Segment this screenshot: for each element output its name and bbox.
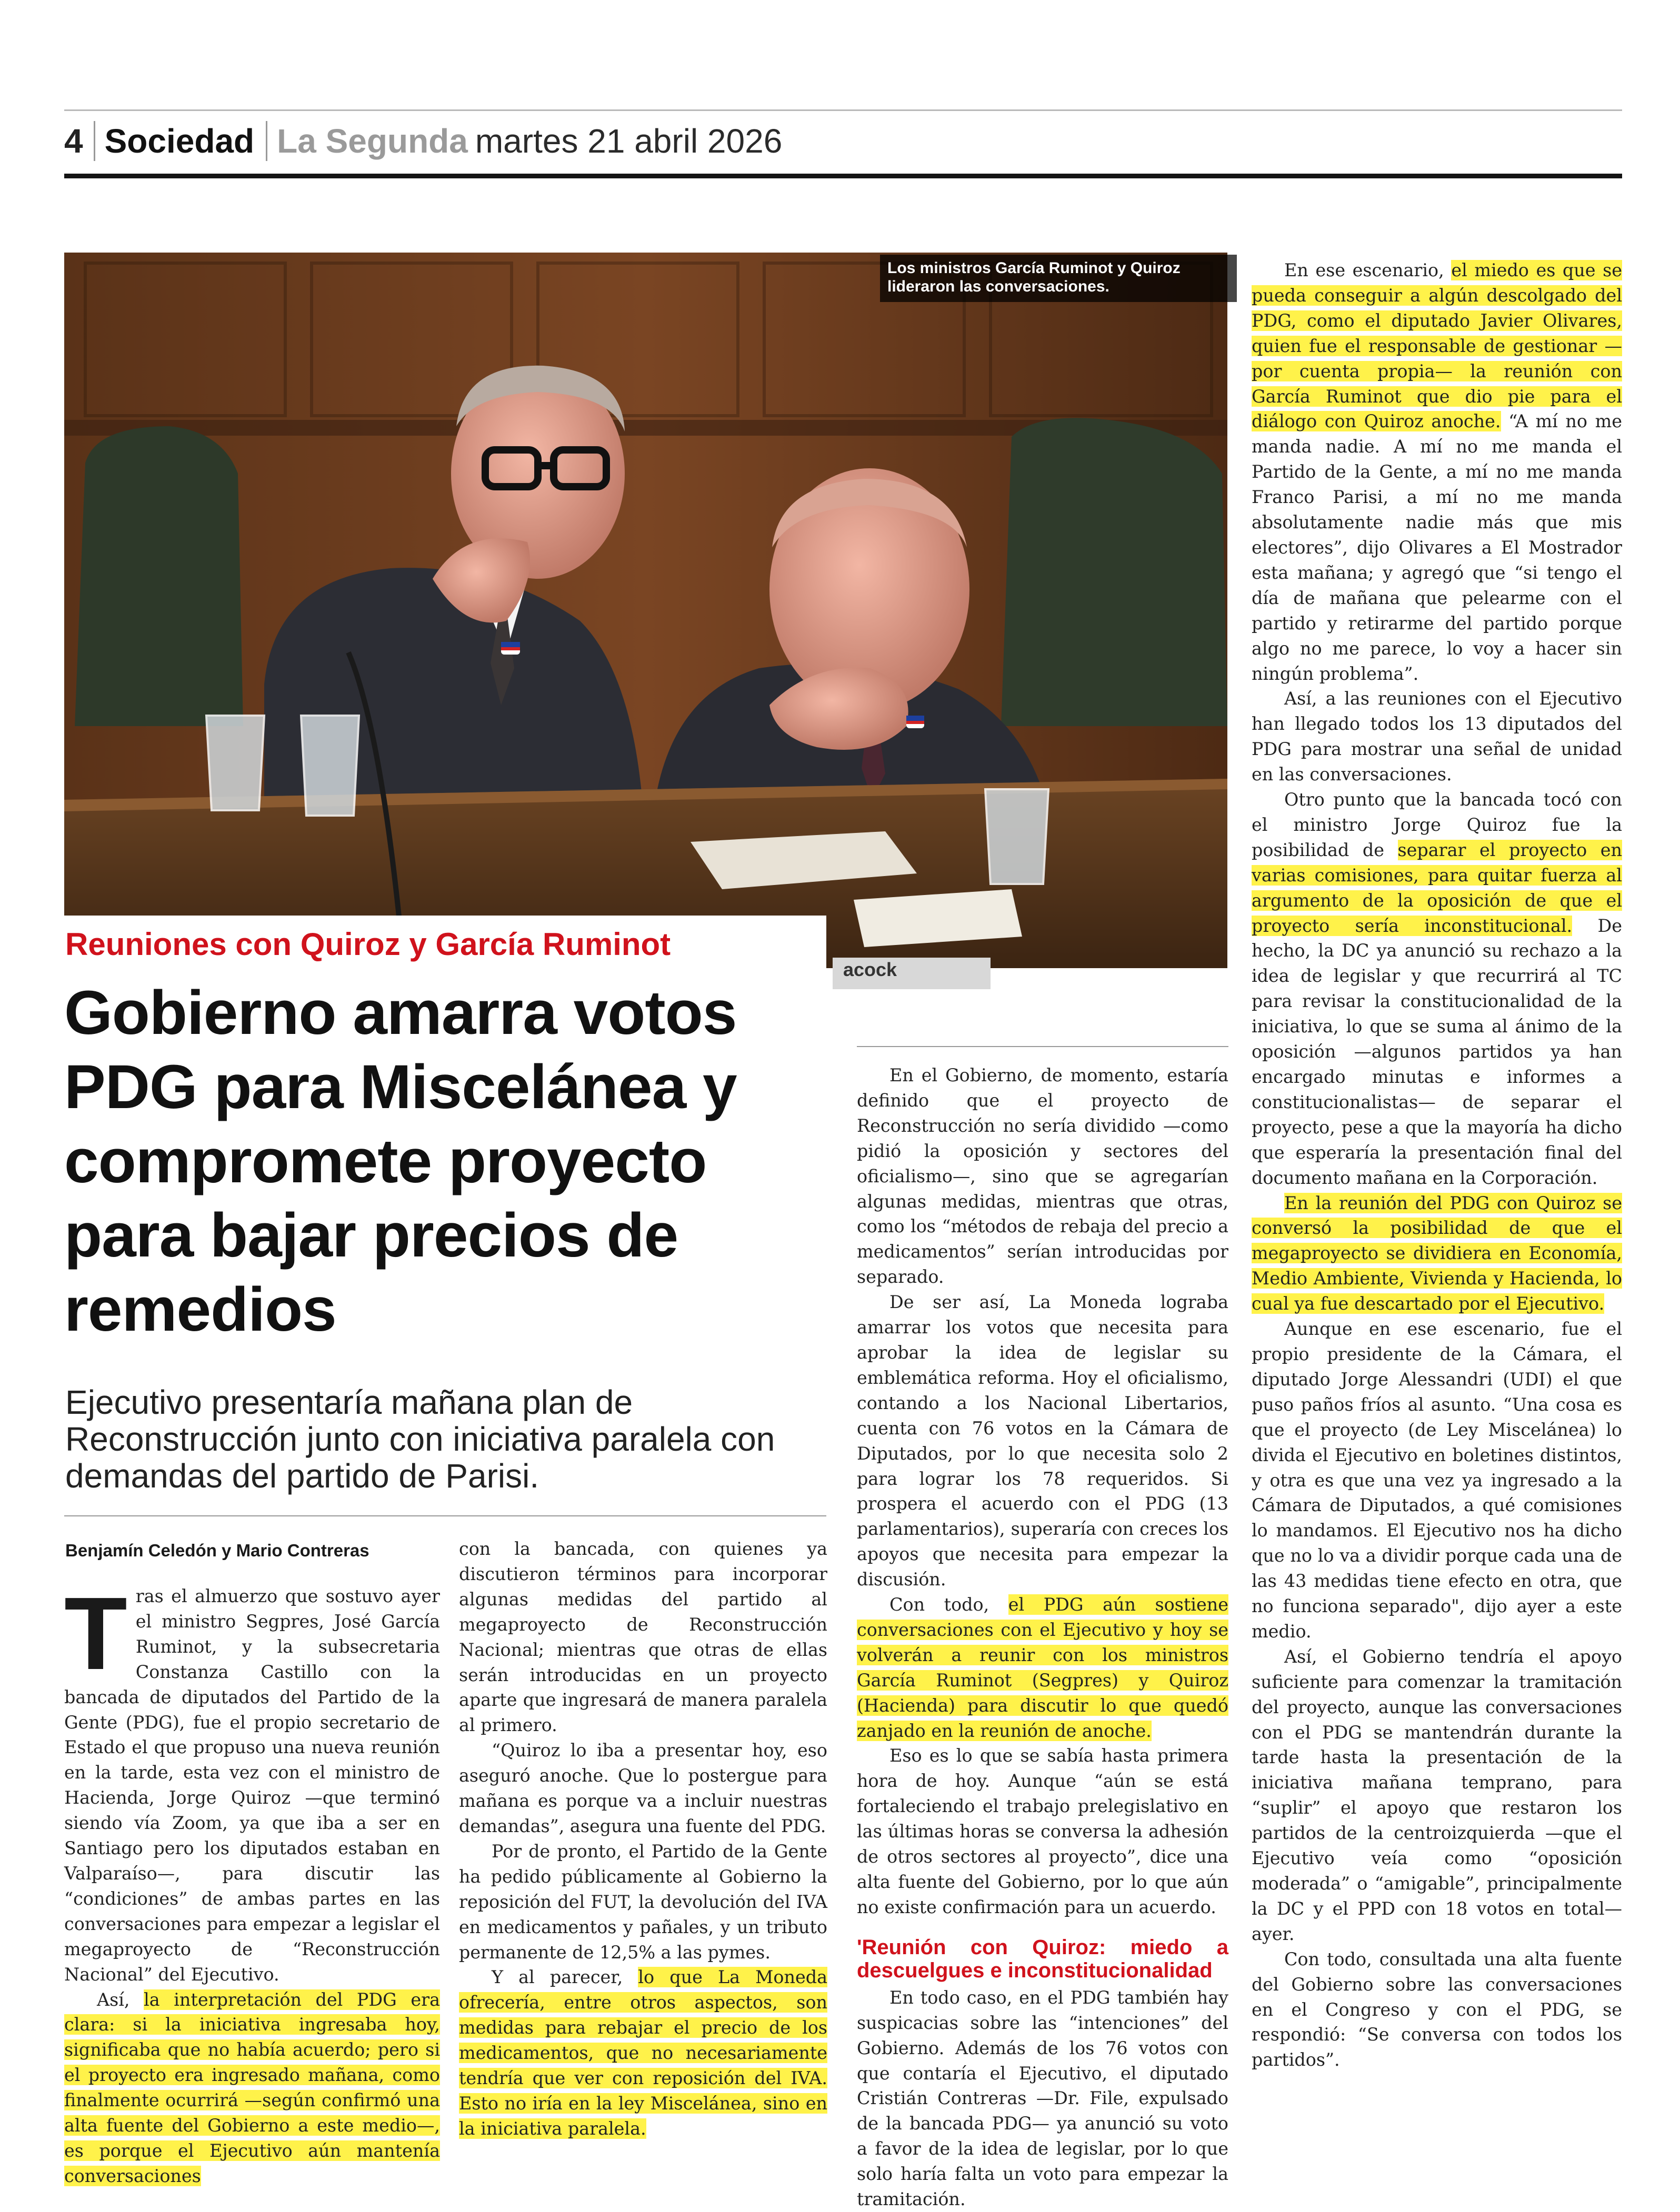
body-paragraph <box>459 1965 827 2141</box>
drop-cap: T <box>64 1576 127 1691</box>
article-deck: Ejecutivo presentaría mañana plan de Reconstrucción junto con iniciativa paralela con demandas del partido de Parisi. <box>65 1383 775 1495</box>
header-divider <box>266 121 267 161</box>
header-rule <box>64 174 1622 178</box>
paragraph-text: Con todo, <box>889 1594 1008 1615</box>
body-paragraph: Con todo, consultada una alta fuente del Gobierno sobre las conversaciones en el Congreso y con el PDG, se respondió: “Se conversa con todos los partidos”. <box>1252 1948 1622 2070</box>
body-paragraph <box>459 1536 827 1738</box>
highlighted-text: En la reunión del PDG con Quiroz se conversó la posibilidad de que el megaproyecto se dividiera en Economía, Medio Ambiente, Vivienda y Hacienda, lo cual ya fue descartado por el Ejecutivo. <box>1252 1192 1622 1314</box>
paragraph-text: con la bancada, con quienes ya discutieron términos para incorporar algunas medidas del partido al megaproyecto de Reconstrucción Nacional; mientras que otras de ellas serán introducidas en un proyecto aparte que ingresará de manera paralela al primero. <box>459 1539 827 1736</box>
column-top-rule <box>857 1046 1228 1047</box>
paragraph-text: ras el almuerzo que sostuvo ayer el ministro Segpres, José García Ruminot, y la subsecretaria Constanza Castillo con la bancada de diputados del Partido de la Gente (PDG), fue el propio secretario de Estado el que propuso una nueva reunión en la tarde, esta vez con el ministro de Hacienda, Jorge Quiroz —que terminó siendo vía Zoom, ya que iba a ser en Santiago pero los diputados estaban en Valparaíso—, para discutir las “condiciones” de ambas partes en las conversaciones para empezar a legislar el megaproyecto de “Reconstrucción Nacional” del Ejecutivo. <box>64 1586 440 1985</box>
body-paragraph: En todo caso, en el PDG también hay suspicacias sobre las “intenciones” del Gobierno. Además de los 76 votos con que contaría el Ejecutivo, el diputado Cristián Contreras —Dr. File, expulsado de la bancada PDG— ya anunció su voto a favor de la idea de legislar, por lo que solo haría falta un voto para empezar la tramitación. <box>857 1987 1228 2210</box>
body-paragraph <box>857 1592 1228 1743</box>
body-paragraph: En el Gobierno, de momento, estaría definido que el proyecto de Reconstrucción no sería dividido —como pidió la oposición y sectores del oficialismo—, sino que se agregarían algunas medidas, mientras que otras, como los “métodos de rebaja del precio a medicamentos” serían introducidas por separado. <box>857 1065 1228 1288</box>
body-paragraph: Aunque en ese escenario, fue el propio presidente de la Cámara, el diputado Jorge Alessandri (UDI) el que puso paños fríos al asunto. “Una cosa es que el proyecto (de Ley Miscelánea) lo divida el Ejecutivo en boletines distintos, y otra es que una vez ya ingresado a la Cámara de Diputados, a qué comisiones lo mandamos. El Ejecutivo nos ha dicho que no lo va a dividir porque cada una de las 43 medidas tiene efecto en otra, que no funciona separado", dijo ayer a este medio. <box>1252 1319 1622 1642</box>
body-paragraph <box>1252 787 1622 1191</box>
page-number: 4 <box>64 122 83 160</box>
article-headline: Gobierno amarra votos PDG para Miscelánea y compromete proyecto para bajar precios de remedios <box>64 978 737 1344</box>
highlighted-text: la interpretación del PDG era clara: si la iniciativa ingresaba hoy, significaba que no había acuerdo; pero si el proyecto era ingresado mañana, como finalmente ocurrirá —según confirmó una alta fuente del Gobierno a este medio—, es porque el Ejecutivo aún mantenía conversaciones <box>64 1989 441 2186</box>
top-rule <box>64 109 1622 111</box>
body-paragraph: Así, a las reuniones con el Ejecutivo han llegado todos los 13 diputados del PDG para mostrar una señal de unidad en las conversaciones. <box>1252 688 1622 785</box>
section-name: Sociedad <box>104 122 255 160</box>
issue-date: martes 21 abril 2026 <box>475 122 783 160</box>
page-header <box>64 117 782 165</box>
paragraph-text: “A mí no me manda nadie. A mí no me manda el Partido de la Gente, a mí no me manda Franco Parisi, a mí no me manda absolutamente nadie más que mis electores”, dijo Olivares a El Mostrador esta mañana; y agregó que “si tengo el día de mañana que pelearme con el partido y retirarme del partido porque algo no me parece, lo voy a hacer sin ningún problema”. <box>1252 411 1622 684</box>
highlighted-text: separar el proyecto en varias comisiones, para quitar fuerza al argumento de la oposición de que el proyecto sería inconstitucional. <box>1252 839 1622 936</box>
newspaper-brand: La Segunda <box>277 122 468 160</box>
deck-rule <box>64 1515 826 1516</box>
body-paragraph: Así, el Gobierno tendría el apoyo suficiente para comenzar la tramitación del proyecto, aunque las conversaciones con el PDG se mantendrán durante la tarde hasta la presentación de la iniciativa mañana temprano, para “suplir” el apoyo que restaron los partidos de la centroizquierda —que el Ejecutivo veía como “oposición moderada” o “amigable”, principalmente la DC y el PPD con 18 votos en total— ayer. <box>1252 1646 1622 1944</box>
text-column-1 <box>64 1576 441 2189</box>
body-paragraph: Por de pronto, el Partido de la Gente ha pedido públicamente al Gobierno la reposición del FUT, la devolución del IVA en medicamentos y pañales, y un tributo permanente de 12,5% a las pymes. <box>459 1841 827 1963</box>
text-column-4 <box>1252 258 1622 2073</box>
article-photo <box>64 253 1227 980</box>
body-paragraph <box>64 1576 440 1987</box>
subhead-text: Reunión con Quiroz: miedo a descuelgues e inconstitucionalidad <box>857 1935 1228 1982</box>
highlighted-text: el PDG aún sostiene conversaciones con el Ejecutivo y hoy se volverán a reunir con los ministros García Ruminot (Segpres) y Quiroz (Hacienda) para discutir lo que quedó zanjado en la reunión de anoche. <box>857 1594 1229 1741</box>
article-byline: Benjamín Celedón y Mario Contreras <box>65 1541 369 1560</box>
body-paragraph <box>1252 1191 1622 1317</box>
subhead-mark: ' <box>857 1935 862 1959</box>
photo-caption: Los ministros García Ruminot y Quiroz lideraron las conversaciones. <box>880 255 1237 302</box>
paragraph-text: Y al parecer, <box>492 1967 638 1988</box>
paragraph-text: De hecho, la DC ya anunció su rechazo a la idea de legislar y que recurrirá al TC para revisar la constitucionalidad de la iniciativa, lo que se suma al ánimo de la oposición —algunos partidos ya han encargado minutas e informes a constitucionalistas— de separar el proyecto, pese a que la mayoría ha dicho que esperaría la presentación final del documento mañana en la Corporación. <box>1252 915 1622 1188</box>
article-kicker: Reuniones con Quiroz y García Ruminot <box>65 927 671 962</box>
section-subhead <box>857 1936 1228 1982</box>
paragraph-text: En ese escenario, <box>1284 260 1452 280</box>
paragraph-text: Así, <box>97 1989 144 2010</box>
body-paragraph <box>64 1987 440 2189</box>
nameplate-text: acock <box>843 959 897 980</box>
body-paragraph <box>1252 258 1622 686</box>
text-column-2 <box>459 1536 827 2141</box>
highlighted-text: lo que La Moneda ofrecería, entre otros aspectos, son medidas para rebajar el precio de los medicamentos, que no necesariamente tendría que ver con reposición del IVA. Esto no iría en la ley Miscelánea, sino en la iniciativa paralela. <box>459 1967 827 2139</box>
highlighted-text: el miedo es que se pueda conseguir a algún descolgado del PDG, como el diputado Javier Olivares, quien fue el responsable de gestionar —por cuenta propia— la reunión con García Ruminot que dio pie para el diálogo con Quiroz anoche. <box>1252 260 1622 432</box>
body-paragraph: Eso es lo que se sabía hasta primera hora de hoy. Aunque “aún se está fortaleciendo el trabajo prelegislativo en las últimas horas se conversa la adhesión de otros sectores al proyecto”, dice una alta fuente del Gobierno, por lo que aún no existe confirmación para un acuerdo. <box>857 1745 1228 1917</box>
header-divider <box>94 121 95 161</box>
body-paragraph: “Quiroz lo iba a presentar hoy, eso aseguró anoche. Que lo postergue para mañana es porque va a incluir nuestras demandas”, asegura una fuente del PDG. <box>459 1740 827 1836</box>
text-column-3 <box>857 1063 1228 2212</box>
body-paragraph: De ser así, La Moneda lograba amarrar los votos que necesita para aprobar la idea de legislar su emblemática reforma. Hoy el oficialismo, contando a los Nacional Libertarios, cuenta con 76 votos en la Cámara de Diputados, por lo que necesita solo 2 para lograr los 78 requeridos. Si prospera el acuerdo con el PDG (13 parlamentarios), superaría con creces los apoyos que necesita para empezar la discusión. <box>857 1292 1228 1590</box>
paragraph-text: Otro punto que la bancada tocó con el ministro Jorge Quiroz fue la posibilidad de <box>1252 789 1622 860</box>
